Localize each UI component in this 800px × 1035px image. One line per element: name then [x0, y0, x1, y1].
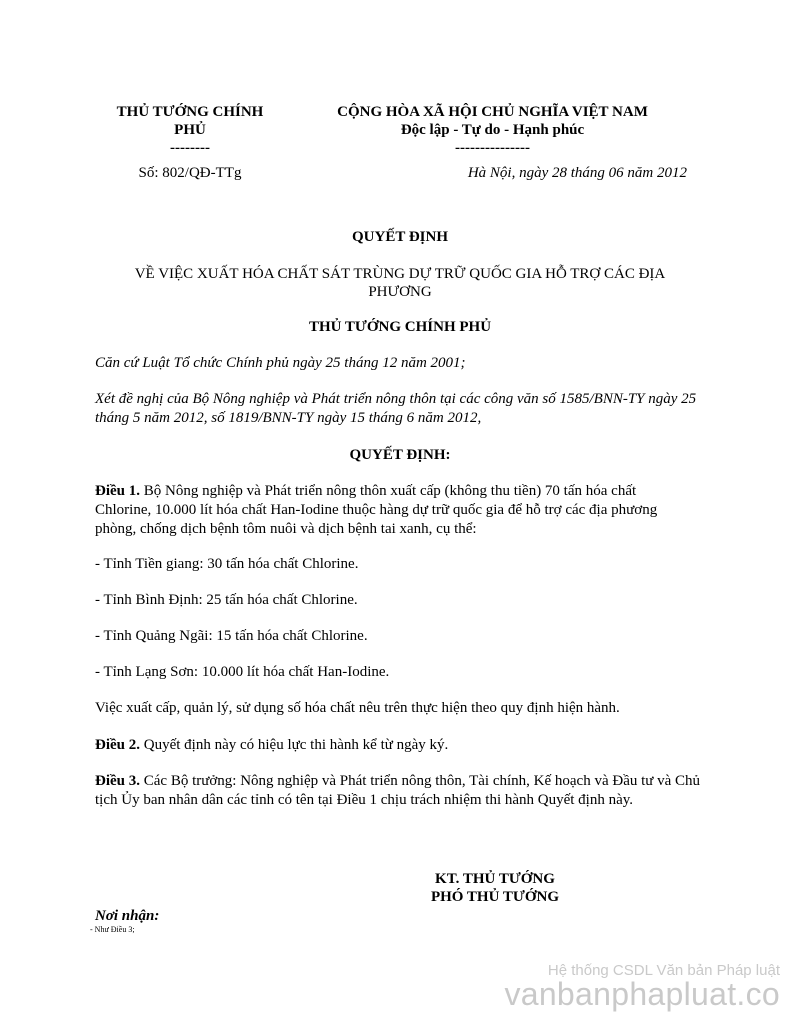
article-3-text: Các Bộ trưởng: Nông nghiệp và Phát triển nông thôn, Tài chính, Kế hoạch và Đầu tư và Chủ tịch Ủy ban nhân dân các tỉnh có tên tại Điều 1 chịu trách nhiệm thi hành Quyết định này. — [95, 773, 701, 808]
recipients-heading: Nơi nhận: — [95, 908, 160, 924]
proposal-basis: Xét đề nghị của Bộ Nông nghiệp và Phát triển nông thôn tại các công văn số 1585/BNN-TY ngày 25 tháng 5 năm 2012, số 1819/BNN-TY ngày 15 tháng 6 năm 2012, — [95, 391, 697, 426]
article-1-label: Điều 1. — [95, 483, 140, 499]
list-item: - Tỉnh Tiền giang: 30 tấn hóa chất Chlorine. — [95, 556, 359, 572]
list-item: - Tỉnh Bình Định: 25 tấn hóa chất Chlorine. — [95, 592, 358, 608]
subject-line-2: PHƯƠNG — [368, 284, 432, 300]
article-2-label: Điều 2. — [95, 737, 140, 753]
signature-block — [395, 870, 595, 906]
country-name: CỘNG HÒA XÃ HỘI CHỦ NGHĨA VIỆT NAM — [337, 104, 648, 120]
article-3-label: Điều 3. — [95, 773, 140, 789]
article-1-text: Bộ Nông nghiệp và Phát triển nông thôn xuất cấp (không thu tiền) 70 tấn hóa chất Chlorine, 10.000 lít hóa chất Han-Iodine thuộc hàng dự trữ quốc gia để hỗ trợ các địa phương phòng, chống dịch bệnh tôm nuôi và dịch bệnh tai xanh, cụ thể: — [95, 483, 658, 537]
document-subject — [0, 265, 800, 301]
decision-heading: QUYẾT ĐỊNH: — [349, 447, 451, 463]
document-type-title: QUYẾT ĐỊNH — [352, 229, 448, 245]
document-number: Số: 802/QĐ-TTg — [138, 165, 242, 181]
article-3 — [95, 772, 720, 810]
subject-line-1: VỀ VIỆC XUẤT HÓA CHẤT SÁT TRÙNG DỰ TRỮ QUỐC GIA HỖ TRỢ CÁC ĐỊA — [134, 266, 666, 282]
recipient-item: - Như Điều 3; — [90, 925, 135, 934]
article-2 — [95, 736, 448, 754]
watermark-caption: Hệ thống CSDL Văn bản Pháp luật — [547, 962, 780, 979]
issuing-agency-line2: PHỦ — [174, 122, 206, 138]
watermark-site: vanbanphapluat.co — [504, 976, 780, 1012]
list-item: - Tỉnh Lạng Sơn: 10.000 lít hóa chất Han-Iodine. — [95, 664, 390, 680]
signature-title-2: PHÓ THỦ TƯỚNG — [430, 889, 560, 905]
signature-title-1: KT. THỦ TƯỚNG — [435, 871, 555, 887]
national-motto — [300, 103, 685, 157]
legal-basis: Căn cứ Luật Tổ chức Chính phủ ngày 25 tháng 12 năm 2001; — [95, 355, 466, 371]
article-2-text: Quyết định này có hiệu lực thi hành kể từ ngày ký. — [140, 737, 449, 753]
issuing-agency-rule: -------- — [170, 140, 210, 156]
issuing-agency-line1: THỦ TƯỚNG CHÍNH — [116, 104, 264, 120]
place-date: Hà Nội, ngày 28 tháng 06 năm 2012 — [467, 165, 687, 181]
list-item: - Tỉnh Quảng Ngãi: 15 tấn hóa chất Chlorine. — [95, 628, 368, 644]
motto: Độc lập - Tự do - Hạnh phúc — [400, 122, 585, 138]
article-1-closing: Việc xuất cấp, quản lý, sử dụng số hóa chất nêu trên thực hiện theo quy định hiện hành. — [95, 700, 620, 716]
authority-title: THỦ TƯỚNG CHÍNH PHỦ — [308, 319, 492, 335]
article-1 — [95, 482, 695, 539]
issuing-agency — [100, 103, 280, 157]
motto-rule: --------------- — [455, 140, 530, 156]
